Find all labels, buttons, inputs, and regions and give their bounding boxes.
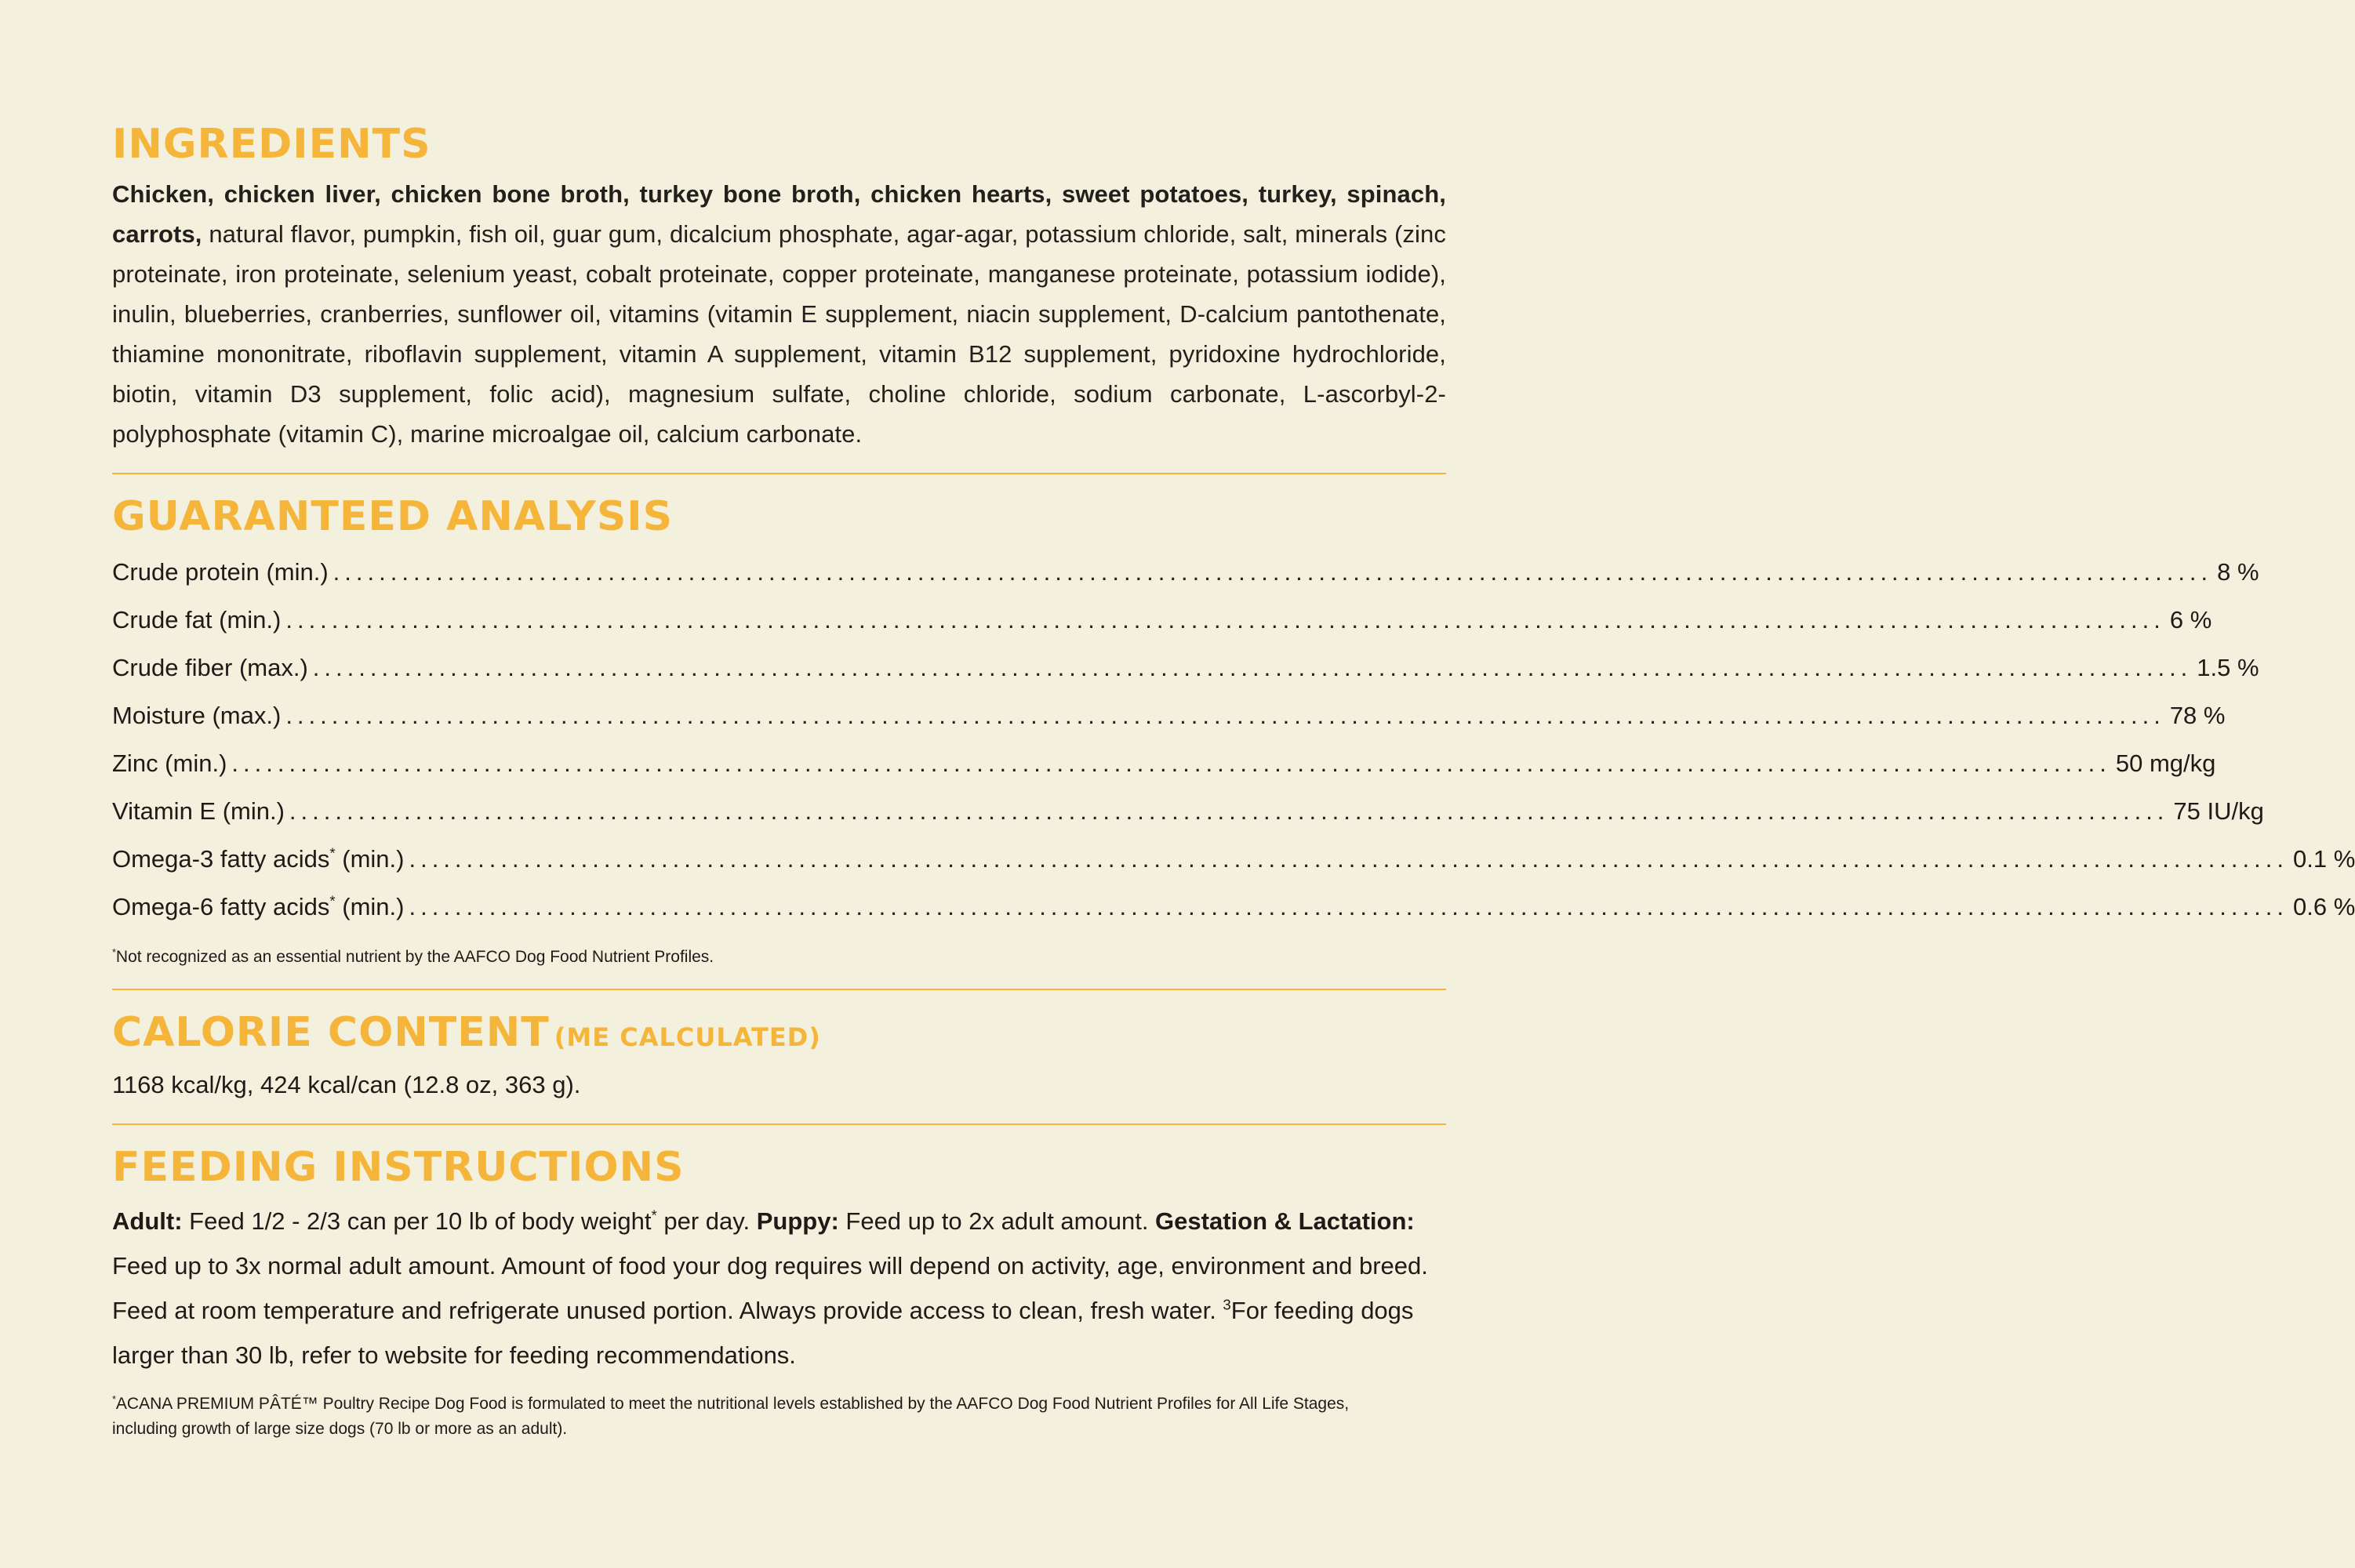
analysis-label: Crude fat (min.) xyxy=(112,606,282,633)
calorie-content-section xyxy=(112,1007,1446,1105)
ingredients-primary: Chicken, chicken liver, chicken bone broth, turkey bone broth, chicken hearts, sweet potatoes, turkey, spinach, carrots, xyxy=(112,180,1446,248)
calorie-content-subheading: (ME CALCULATED) xyxy=(554,1022,821,1052)
feeding-instructions-text: Adult: Feed 1/2 - 2/3 can per 10 lb of body weight* per day. Puppy: Feed up to 2x adult amount. Gestation & Lactation: Feed up to 3x normal adult amount. Amount of food your dog requires will depend on activity, age, environment and breed. Feed at room temperature and refrigerate unused portion. Always provide access to clean, fresh water. $^3$For feeding dogs larger than 30 lb, refer to website for feeding recommendations. xyxy=(112,1207,1428,1369)
footnote-marker: * xyxy=(329,844,336,862)
analysis-label: Omega-6 fatty acids* (min.) xyxy=(112,892,405,920)
feeding-footnote: *ACANA PREMIUM PÂTÉ™ Poultry Recipe Dog Food is formulated to meet the nutritional levels established by the AAFCO Dog Food Nutrient Profiles for All Life Stages, including growth of large size dogs (70 lb or more as an adult). xyxy=(112,1394,1350,1438)
analysis-row xyxy=(112,548,2259,596)
dot-leader: .................................................................................................................................................................... xyxy=(409,893,2288,920)
calorie-content-text: 1168 kcal/kg, 424 kcal/can (12.8 oz, 363 g). xyxy=(112,1071,581,1098)
analysis-table xyxy=(112,548,2355,931)
analysis-row xyxy=(112,596,2212,644)
dot-leader: .................................................................................................................................................................... xyxy=(285,606,2165,633)
analysis-value: 0.6 % xyxy=(2292,893,2355,920)
dot-leader: .................................................................................................................................................................... xyxy=(289,797,2169,825)
analysis-label: Moisture (max.) xyxy=(112,702,282,729)
analysis-value: 0.1 % xyxy=(2292,845,2355,873)
dot-leader: .................................................................................................................................................................... xyxy=(231,750,2111,777)
footnote-marker: * xyxy=(329,892,336,909)
analysis-value: 1.5 % xyxy=(2197,654,2259,681)
analysis-value: 78 % xyxy=(2169,702,2226,729)
analysis-row xyxy=(112,644,2259,691)
dot-leader: .................................................................................................................................................................... xyxy=(333,558,2213,586)
analysis-value: 75 IU/kg xyxy=(2173,797,2264,825)
analysis-row xyxy=(112,883,2355,931)
guaranteed-analysis-heading: GUARANTEED ANALYSIS xyxy=(112,493,674,540)
section-divider xyxy=(112,989,1446,990)
analysis-value: 6 % xyxy=(2169,606,2212,633)
feeding-instructions-section xyxy=(112,1142,1446,1442)
dot-leader: .................................................................................................................................................................... xyxy=(285,702,2165,729)
feeding-instructions-heading: FEEDING INSTRUCTIONS xyxy=(112,1144,685,1191)
analysis-label: Crude protein (min.) xyxy=(112,558,329,586)
analysis-value: 50 mg/kg xyxy=(2115,750,2216,777)
guaranteed-analysis-section xyxy=(112,492,2355,970)
ingredients-heading: INGREDIENTS xyxy=(112,121,431,168)
analysis-label: Crude fiber (max.) xyxy=(112,654,308,681)
calorie-content-heading: CALORIE CONTENT (ME CALCULATED) xyxy=(112,1009,821,1056)
dot-leader: .................................................................................................................................................................... xyxy=(312,654,2193,681)
analysis-footnote: *Not recognized as an essential nutrient by the AAFCO Dog Food Nutrient Profiles. xyxy=(112,947,714,966)
dot-leader: .................................................................................................................................................................... xyxy=(409,845,2288,873)
analysis-label: Vitamin E (min.) xyxy=(112,797,285,825)
ingredients-secondary: natural flavor, pumpkin, fish oil, guar gum, dicalcium phosphate, agar-agar, potassium chloride, salt, minerals (zinc proteinate, iron proteinate, selenium yeast, cobalt proteinate, copper proteinate, manganese proteinate, potassium iodide), inulin, blueberries, cranberries, sunflower oil, vitamins (vitamin E supplement, niacin supplement, D-calcium pantothenate, thiamine mononitrate, riboflavin supplement, vitamin A supplement, vitamin B12 supplement, pyridoxine hydrochloride, biotin, vitamin D3 supplement, folic acid), magnesium sulfate, choline chloride, sodium carbonate, L-ascorbyl-2-polyphosphate (vitamin C), marine microalgae oil, calcium carbonate. xyxy=(112,220,1446,448)
section-divider xyxy=(112,473,1446,474)
section-divider xyxy=(112,1123,1446,1125)
analysis-row xyxy=(112,835,2355,883)
analysis-label: Zinc (min.) xyxy=(112,750,227,777)
ingredients-section xyxy=(112,119,1446,454)
ingredients-text xyxy=(112,174,1446,454)
analysis-value: 8 % xyxy=(2217,558,2259,586)
analysis-row xyxy=(112,691,2226,739)
analysis-row xyxy=(112,787,2264,835)
analysis-label: Omega-3 fatty acids* (min.) xyxy=(112,844,405,873)
analysis-row xyxy=(112,739,2216,787)
